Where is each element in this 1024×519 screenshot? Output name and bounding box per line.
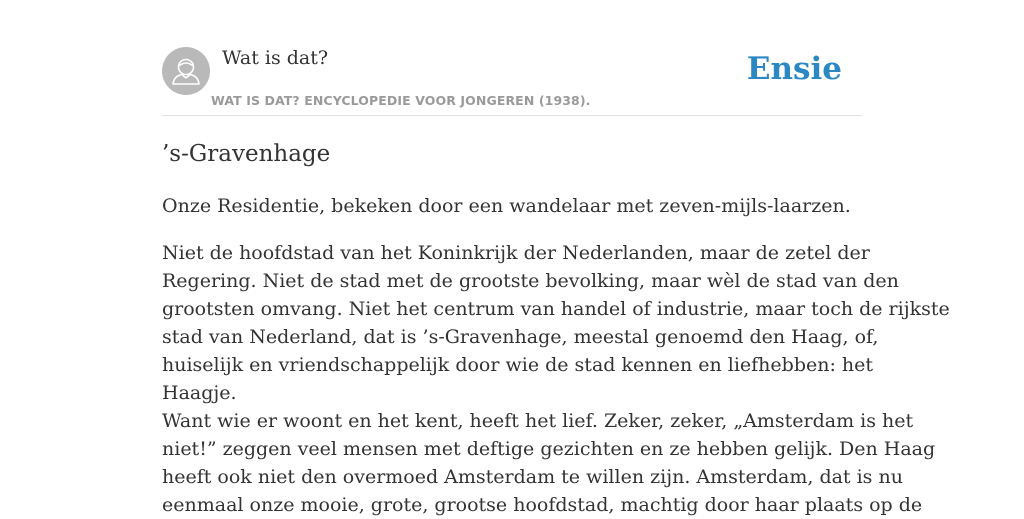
body-line: Regering. Niet de stad met de grootste bevolking, maar wèl de stad van den <box>162 270 899 292</box>
body-line: Niet de hoofdstad van het Koninkrijk der Nederlanden, maar de zetel der <box>162 242 870 264</box>
author-name[interactable]: Wat is dat? <box>222 47 329 69</box>
user-outline-icon <box>162 47 210 95</box>
body-line: niet!” zeggen veel mensen met deftige gezichten en ze hebben gelijk. Den Haag <box>162 438 936 460</box>
article-title: ’s-Gravenhage <box>162 141 331 167</box>
source-reference: WAT IS DAT? ENCYCLOPEDIE VOOR JONGEREN (1938). <box>211 93 591 108</box>
article-page <box>162 0 950 516</box>
article-header <box>162 0 862 116</box>
site-logo[interactable]: Ensie <box>746 51 842 87</box>
body-line: Haagje. <box>162 382 237 404</box>
body-line: Want wie er woont en het kent, heeft het lief. Zeker, zeker, „Amsterdam is het <box>162 410 914 432</box>
body-line: heeft ook niet den overmoed Amsterdam te willen zijn. Amsterdam, dat is nu <box>162 466 903 488</box>
article-body <box>162 239 950 519</box>
body-line: stad van Nederland, dat is ’s-Gravenhage, meestal genoemd den Haag, of, <box>162 326 879 348</box>
author-avatar[interactable] <box>162 47 210 95</box>
article-intro: Onze Residentie, bekeken door een wandelaar met zeven-mijls-laarzen. <box>162 195 851 217</box>
body-line: grootsten omvang. Niet het centrum van handel of industrie, maar toch de rijkste <box>162 298 950 320</box>
body-line: huiselijk en vriendschappelijk door wie de stad kennen en liefhebben: het <box>162 354 874 376</box>
body-line: eenmaal onze mooie, grote, grootse hoofdstad, machtig door haar plaats op de <box>162 494 923 516</box>
